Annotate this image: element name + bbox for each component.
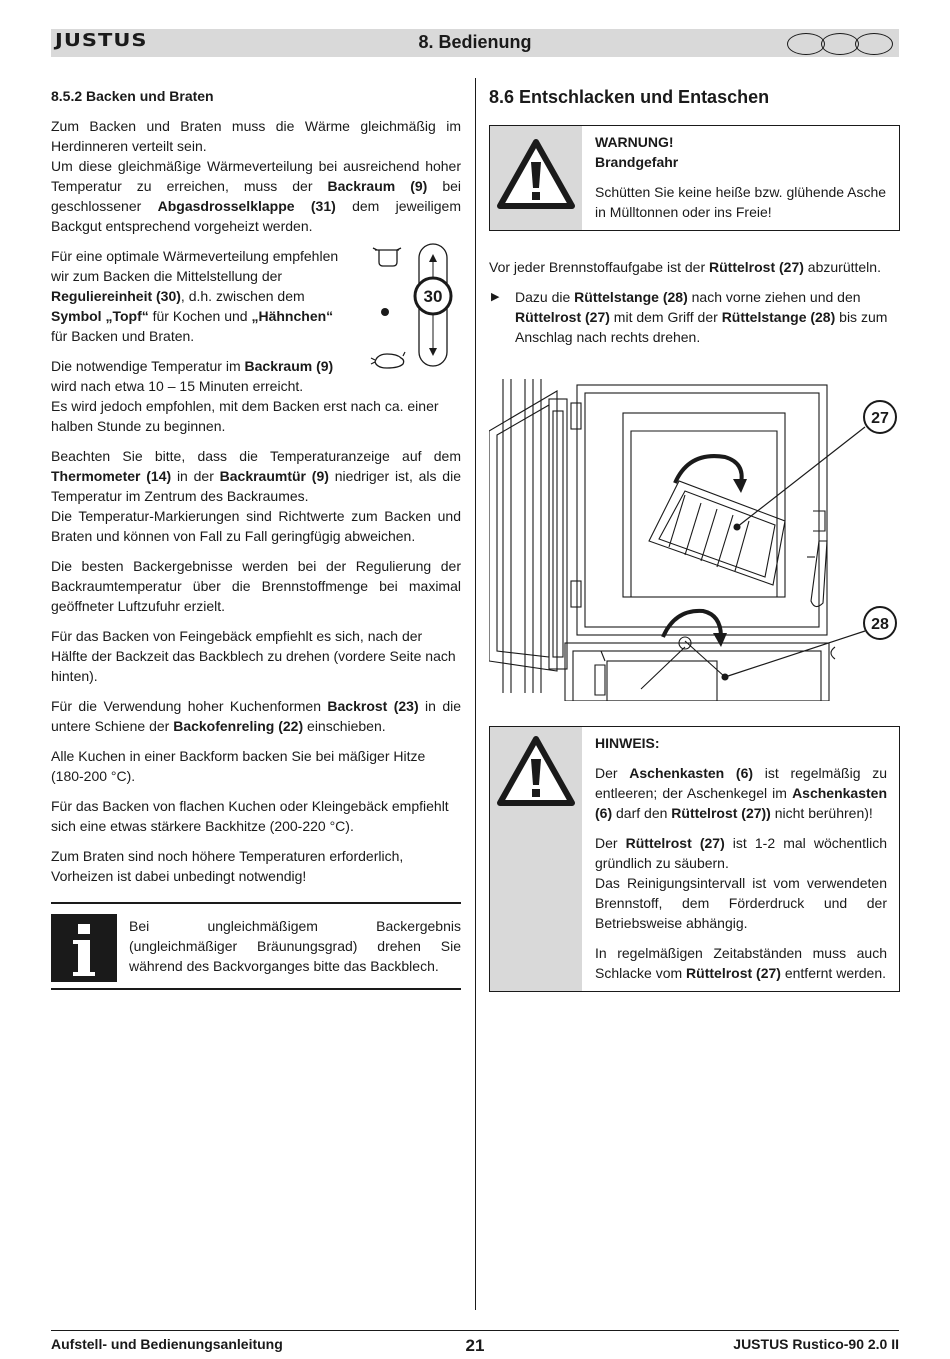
stove-figure: [489, 371, 900, 701]
paragraph-feingebaeck: Für das Backen von Feingebäck empfiehlt es sich, nach der Hälfte der Backzeit das Backblech zu drehen (vordere Seite nach hinten).: [51, 628, 456, 684]
section-title: 8. Bedienung: [418, 32, 532, 52]
warning-content: [582, 126, 899, 230]
right-column: [489, 86, 900, 992]
language-ovals: [791, 33, 893, 55]
warning-side: [490, 126, 582, 230]
callout-27-label: 27: [871, 410, 889, 427]
paragraph-braten: Zum Braten sind noch höhere Temperaturen erforderlich, Vorheizen ist dabei unbedingt notwendig!: [51, 848, 404, 884]
paragraph-flache-kuchen: Für das Backen von flachen Kuchen oder Kleingebäck empfiehlt sich eine etwas stärkere Backhitze (200-220 °C).: [51, 798, 449, 834]
paragraph-intro: Zum Backen und Braten muss die Wärme gleichmäßig im Herdinneren verteilt sein. Um diese gleichmäßige Wärmeverteilung bei ausreichend hoher Temperatur zu erreichen, muss der Backraum (9) bei geschlossener Abgasdrosselklappe (31) dem jeweiligem Backgut entsprechend vorgeheizt werden.: [51, 118, 462, 234]
instruction-bullet: [489, 287, 900, 347]
info-icon: [51, 914, 117, 982]
paragraph-thermometer: Beachten Sie bitte, dass die Temperaturanzeige auf dem Thermometer (14) in der Backraumtür (9) niedriger ist, als die Temperatur im Zentrum des Backraumes. Die Temperatur-Markierungen sind Richtwerte zum Backen und Braten und können von Fall zu Fall geringfügig abweichen.: [51, 448, 461, 544]
left-column: [51, 86, 461, 990]
hint-side: [490, 727, 582, 991]
heading-entschlacken: 8.6 Entschlacken und Entaschen: [489, 87, 770, 107]
footer-rule: [51, 1330, 899, 1331]
hint-paragraph-1: Der Aschenkasten (6) ist regelmäßig zu entleeren; der Aschenkegel im Aschenkasten (6) darf den Rüttelrost (27)) nicht berühren)!: [595, 765, 888, 821]
paragraph-abruetteln: Vor jeder Brennstoffaufgabe ist der Rüttelrost (27) abzurütteln.: [489, 259, 881, 275]
warning-box: [489, 125, 900, 231]
bullet-arrow-icon: ▶: [491, 291, 500, 303]
hint-title: HINWEIS:: [595, 735, 660, 751]
paragraph-backform: Alle Kuchen in einer Backform backen Sie bei mäßiger Hitze (180-200 °C).: [51, 748, 426, 784]
oval-2: [821, 33, 859, 55]
paragraph-regulator: Für eine optimale Wärmeverteilung empfehlen wir zum Backen die Mittelstellung der Reguliereinheit (30), d.h. zwischen dem Symbol „Topf“ für Kochen und „Hähnchen“ für Backen und Braten.: [51, 248, 339, 344]
hint-paragraph-3: In regelmäßigen Zeitabständen muss auch Schlacke vom Rüttelrost (27) entfernt werden.: [595, 945, 887, 981]
hint-warning-icon: [490, 729, 582, 819]
page-number: 21: [465, 1336, 485, 1355]
info-text: Bei ungleichmäßigem Backergebnis (ungleichmäßiger Bräunungsgrad) drehen Sie während des Backvorganges bitte das Backblech.: [129, 918, 461, 974]
callout-28-label: 28: [871, 616, 889, 633]
page-header: [51, 29, 899, 57]
info-box: [51, 902, 461, 990]
warning-title: WARNUNG!: [595, 134, 674, 150]
footer-product-name: JUSTUS Rustico-90 2.0 II: [733, 1336, 899, 1352]
oval-1: [787, 33, 825, 55]
heading-backen-braten: 8.5.2 Backen und Braten: [51, 88, 214, 104]
bullet-text: Dazu die Rüttelstange (28) nach vorne ziehen und den Rüttelrost (27) mit dem Griff der Rüttelstange (28) bis zum Anschlag nach rechts drehen.: [515, 289, 888, 345]
warning-icon: [490, 132, 582, 222]
footer-document-title: Aufstell- und Bedienungsanleitung: [51, 1336, 283, 1352]
brand-logo: JUSTUS: [55, 30, 148, 51]
paragraph-temperature-time: Die notwendige Temperatur im Backraum (9) wird nach etwa 10 – 15 Minuten erreicht. Es wird jedoch empfohlen, mit dem Backen erst nach ca. einer halben Stunde zu beginnen.: [51, 358, 439, 434]
warning-text: Schütten Sie keine heiße bzw. glühende Asche in Mülltonnen oder ins Freie!: [595, 184, 887, 220]
chicken-icon: [371, 352, 405, 368]
paragraph-kuchenformen: Für die Verwendung hoher Kuchenformen Backrost (23) in die untere Schiene der Backofenreling (22) einschieben.: [51, 698, 462, 734]
hint-content: [582, 727, 899, 991]
hint-box: [489, 726, 900, 992]
paragraph-best-results: Die besten Backergebnisse werden bei der Regulierung der Backraumtemperatur über die Brennstoffmenge bei maximal geöffneter Luftzufuhr erzielt.: [51, 558, 461, 614]
column-divider: [475, 78, 476, 1310]
warning-subtitle: Brandgefahr: [595, 154, 679, 170]
regulator-block: [51, 246, 461, 350]
middle-position-dot: [381, 308, 389, 316]
regulator-figure: [369, 242, 459, 374]
hint-paragraph-2: Der Rüttelrost (27) ist 1-2 mal wöchentlich gründlich zu säubern. Das Reinigungsintervall ist vom verwendeten Brennstoff, dem Förderdruck und der Betriebsweise abhängig.: [595, 835, 887, 931]
regulator-label: 30: [423, 287, 443, 306]
oval-3: [855, 33, 893, 55]
pot-icon: [373, 248, 401, 266]
